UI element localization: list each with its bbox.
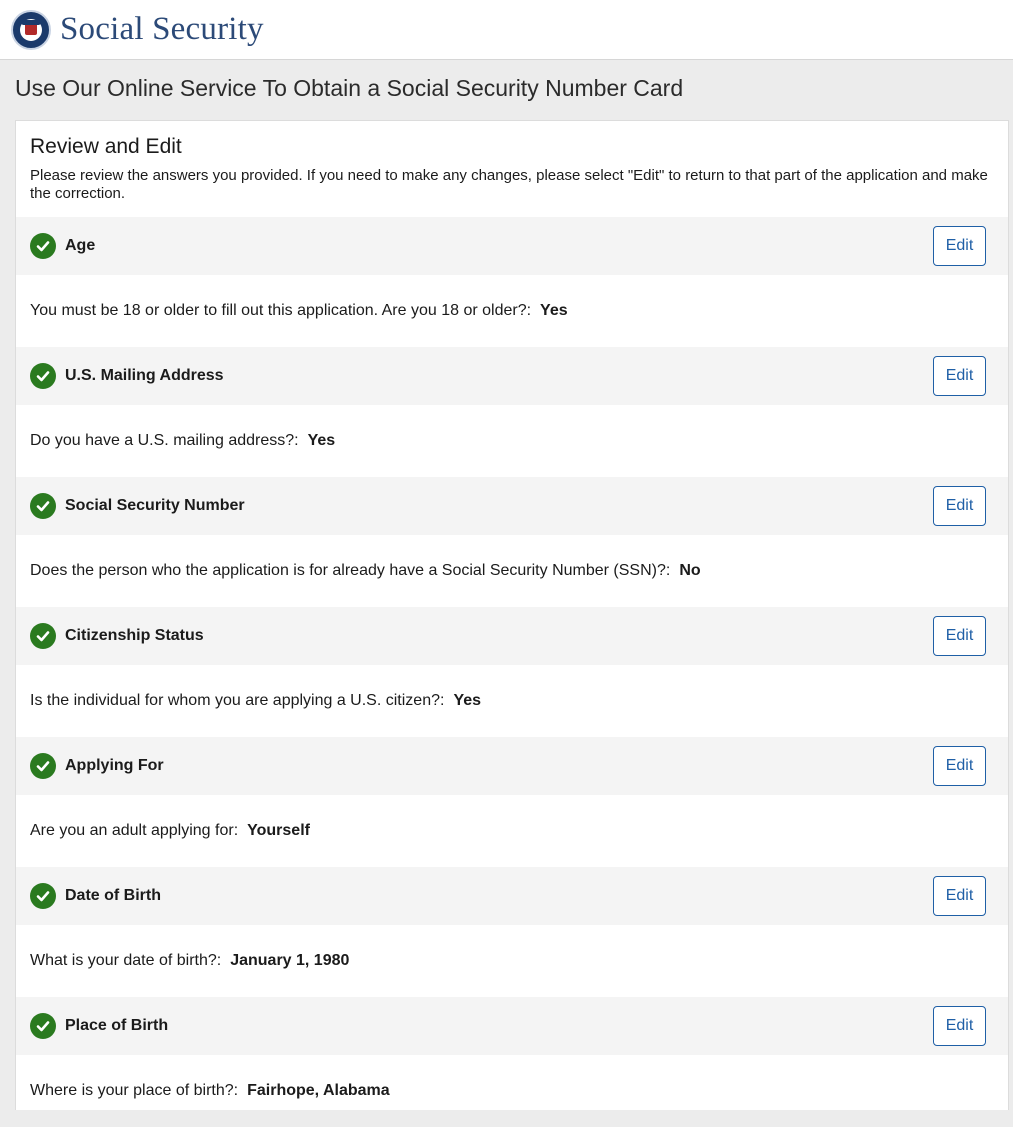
question-text: Is the individual for whom you are applying a U.S. citizen?: [30,692,445,709]
section-title: Applying For [65,757,164,774]
question-text: What is your date of birth?: [30,952,222,969]
review-section-place-of-birth [16,997,1008,1127]
edit-social-security-number-button[interactable]: Edit [933,486,986,526]
review-section-social-security-number [16,477,1008,607]
section-title: Citizenship Status [65,627,204,644]
answer-value: No [679,562,701,579]
review-section-citizenship-status [16,607,1008,737]
section-header [16,867,1008,925]
answer-row [16,1055,1008,1127]
edit-age-button[interactable]: Edit [933,226,986,266]
review-panel [15,120,1009,1110]
section-title: Date of Birth [65,887,161,904]
answer-row [16,925,1008,997]
checkmark-icon [30,883,56,909]
question-text: You must be 18 or older to fill out this application. Are you 18 or older?: [30,302,532,319]
review-heading: Review and Edit [30,135,182,158]
edit-u-s-mailing-address-button[interactable]: Edit [933,356,986,396]
checkmark-icon [30,753,56,779]
answer-row [16,405,1008,477]
review-section-age [16,217,1008,347]
edit-citizenship-status-button[interactable]: Edit [933,616,986,656]
checkmark-icon [30,623,56,649]
review-section-applying-for [16,737,1008,867]
question-text: Do you have a U.S. mailing address?: [30,432,299,449]
question-text: Where is your place of birth?: [30,1082,239,1099]
question-text: Does the person who the application is for already have a Social Security Number (SSN)?: [30,562,671,579]
checkmark-icon [30,363,56,389]
edit-date-of-birth-button[interactable]: Edit [933,876,986,916]
site-header [0,0,1013,60]
section-header [16,607,1008,665]
answer-value: Yes [307,432,336,449]
ssa-seal-icon[interactable] [11,10,51,50]
section-title: U.S. Mailing Address [65,367,224,384]
review-sections [16,217,1008,1127]
checkmark-icon [30,493,56,519]
review-section-date-of-birth [16,867,1008,997]
page-title: Use Our Online Service To Obtain a Social Security Number Card [15,75,684,101]
answer-value: Fairhope, Alabama [247,1082,390,1099]
section-title: Age [65,237,96,254]
answer-value: January 1, 1980 [230,952,350,969]
review-instructions: Please review the answers you provided. If you need to make any changes, please select "Edit" to return to that part of the application and make the correction. [30,167,988,202]
review-header [16,121,1008,203]
answer-row [16,795,1008,867]
checkmark-icon [30,233,56,259]
section-title: Social Security Number [65,497,245,514]
question-text: Are you an adult applying for: [30,822,239,839]
checkmark-icon [30,1013,56,1039]
section-header [16,997,1008,1055]
section-header [16,737,1008,795]
section-header [16,347,1008,405]
review-section-u-s-mailing-address [16,347,1008,477]
answer-value: Yes [453,692,482,709]
section-header [16,477,1008,535]
answer-row [16,275,1008,347]
answer-row [16,665,1008,737]
brand-name[interactable]: Social Security [60,11,264,47]
answer-value: Yes [540,302,568,319]
answer-value: Yourself [247,822,310,839]
section-title: Place of Birth [65,1017,169,1034]
edit-place-of-birth-button[interactable]: Edit [933,1006,986,1046]
section-header [16,217,1008,275]
answer-row [16,535,1008,607]
edit-applying-for-button[interactable]: Edit [933,746,986,786]
